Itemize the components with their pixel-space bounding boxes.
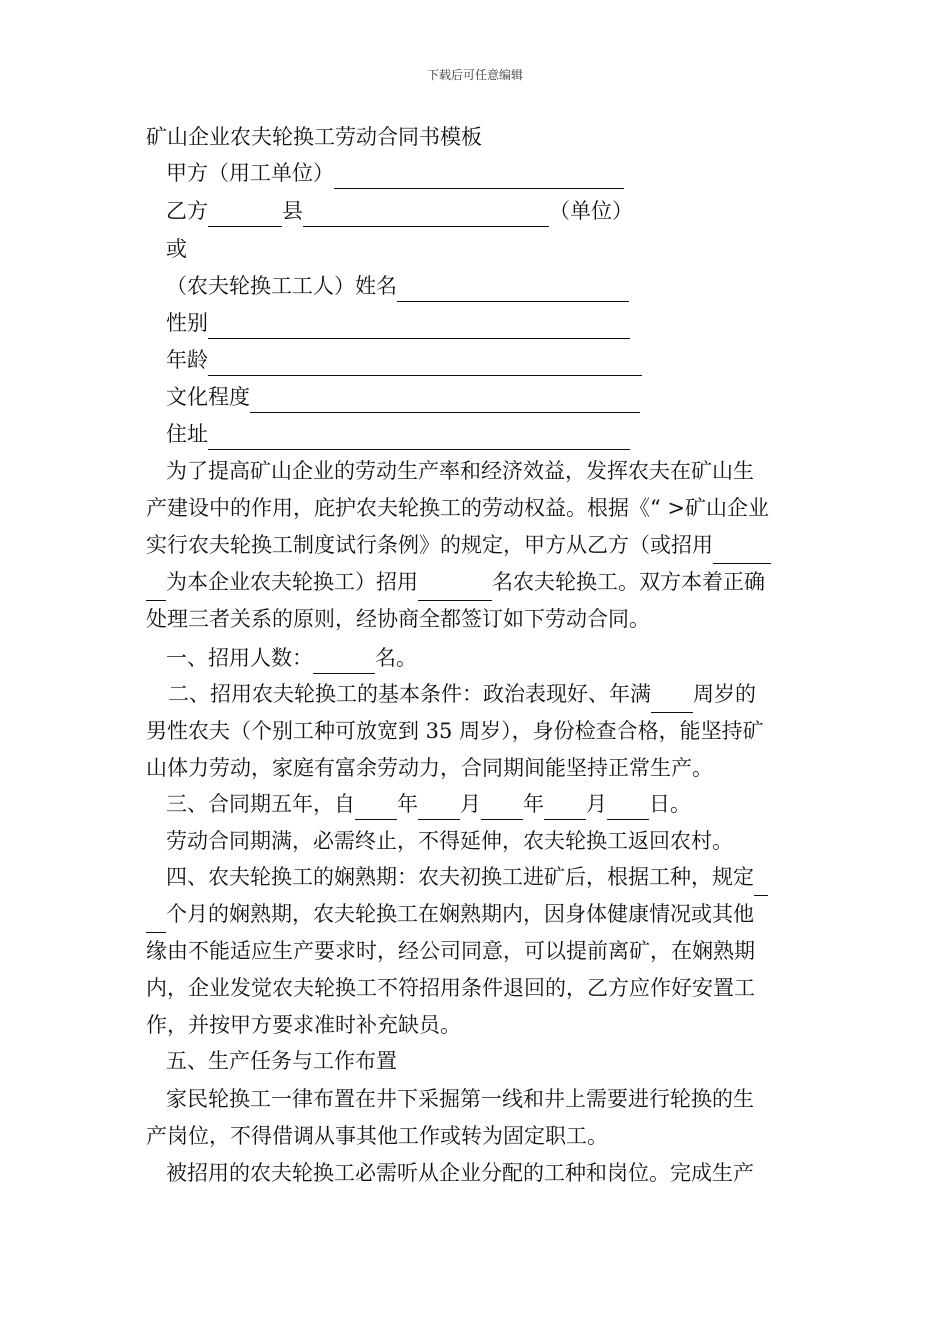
worker-name-line — [166, 270, 629, 302]
gender-blank[interactable] — [208, 312, 630, 339]
intro-line — [146, 527, 808, 564]
clause-4-line — [146, 859, 808, 896]
or-line: 或 — [166, 237, 187, 261]
clause-1-suffix: 名。 — [375, 646, 417, 670]
clause-5-line: 家民轮换工一律布置在井下采掘第一线和井上需要进行轮换的生 — [166, 1087, 754, 1111]
probation-blank-cont[interactable] — [146, 906, 166, 933]
clause-2 — [146, 676, 808, 787]
clause-5-title: 五、生产任务与工作布置 — [166, 1049, 397, 1073]
clause-5 — [146, 1081, 808, 1192]
clause-1-blank[interactable] — [313, 647, 375, 674]
clause-1 — [166, 642, 417, 674]
address-blank[interactable] — [208, 423, 630, 450]
year-label: 年 — [523, 792, 544, 816]
clause-2-line: 男性农夫（个别工种可放宽到 35 周岁），身份检查合格，能坚持矿 — [146, 719, 764, 743]
address-label: 住址 — [166, 422, 208, 446]
party-b-label: 乙方 — [166, 199, 208, 223]
age-limit-blank[interactable] — [651, 686, 693, 713]
clause-4-line: 缘由不能适应生产要求时，经公司同意，可以提前离矿，在娴熟期 — [146, 939, 755, 963]
worker-name-blank[interactable] — [397, 275, 629, 302]
clause-3 — [166, 788, 691, 820]
party-b-blank-2[interactable] — [303, 200, 549, 227]
intro-line — [146, 564, 808, 601]
age-label: 年龄 — [166, 348, 208, 372]
probation-blank[interactable] — [754, 869, 768, 896]
address-line — [166, 418, 630, 450]
education-blank[interactable] — [250, 386, 640, 413]
intro-text: 名农夫轮换工。双方本着正确 — [492, 570, 765, 594]
end-day-blank[interactable] — [607, 793, 649, 820]
gender-label: 性别 — [166, 311, 208, 335]
clause-2-text: 周岁的 — [693, 682, 756, 706]
header-note: 下载后可任意编辑 — [426, 68, 523, 82]
party-a-blank[interactable] — [334, 162, 624, 189]
recruit-blank-1[interactable] — [713, 537, 771, 564]
end-month-blank[interactable] — [544, 793, 586, 820]
clause-3-note: 劳动合同期满，必需终止，不得延伸，农夫轮换工返回农村。 — [166, 829, 733, 853]
clause-4-text: 个月的娴熟期，农夫轮换工在娴熟期内，因身体健康情况或其他 — [166, 902, 754, 926]
clause-5-line: 产岗位，不得借调从事其他工作或转为固定职工。 — [146, 1124, 608, 1148]
clause-2-line: 山体力劳动，家庭有富余劳动力，合同期间能坚持正常生产。 — [146, 756, 713, 780]
clause-3-label: 三、合同期五年，自 — [166, 792, 355, 816]
start-month-blank[interactable] — [418, 793, 460, 820]
intro-text: 实行农夫轮换工制度试行条例》的规定，甲方从乙方（或招用 — [146, 533, 713, 557]
clause-5-line: 被招用的农夫轮换工必需听从企业分配的工种和岗位。完成生产 — [166, 1161, 754, 1185]
party-a-line — [166, 157, 624, 189]
party-b-county: 县 — [282, 199, 303, 223]
party-a-label: 甲方（用工单位） — [166, 161, 334, 185]
gender-line — [166, 307, 630, 339]
document-title: 矿山企业农夫轮换工劳动合同书模板 — [146, 125, 482, 149]
end-year-blank[interactable] — [481, 793, 523, 820]
year-label: 年 — [397, 792, 418, 816]
education-label: 文化程度 — [166, 385, 250, 409]
age-blank[interactable] — [208, 349, 642, 376]
clause-4-line: 内，企业发觉农夫轮换工不符招用条件退回的，乙方应作好安置工 — [146, 976, 755, 1000]
education-line — [166, 381, 640, 413]
start-year-blank[interactable] — [355, 793, 397, 820]
clause-1-label: 一、招用人数： — [166, 646, 313, 670]
intro-paragraph — [146, 453, 808, 638]
recruit-blank-1-cont[interactable] — [146, 574, 166, 601]
clause-4-text: 四、农夫轮换工的娴熟期：农夫初换工进矿后，根据工种，规定 — [166, 865, 754, 889]
age-line — [166, 344, 642, 376]
day-label: 日。 — [649, 792, 691, 816]
party-b-blank-1[interactable] — [208, 200, 282, 227]
party-b-unit: （单位） — [549, 199, 633, 223]
intro-line: 产建设中的作用，庇护农夫轮换工的劳动权益。根据《“ >矿山企业 — [146, 496, 770, 520]
intro-text: 为本企业农夫轮换工）招用 — [166, 570, 418, 594]
clause-4-line: 作，并按甲方要求准时补充缺员。 — [146, 1013, 461, 1037]
party-b-line — [166, 195, 633, 227]
intro-line: 为了提高矿山企业的劳动生产率和经济效益，发挥农夫在矿山生 — [166, 459, 754, 483]
clause-4-line — [146, 896, 808, 933]
month-label: 月 — [586, 792, 607, 816]
recruit-count-blank[interactable] — [418, 574, 492, 601]
month-label: 月 — [460, 792, 481, 816]
clause-4 — [146, 859, 808, 1044]
worker-name-label: （农夫轮换工工人）姓名 — [166, 274, 397, 298]
clause-2-line — [146, 676, 808, 713]
clause-2-text: 二、招用农夫轮换工的基本条件：政治表现好、年满 — [168, 682, 651, 706]
intro-line: 处理三者关系的原则，经协商全都签订如下劳动合同。 — [146, 607, 650, 631]
